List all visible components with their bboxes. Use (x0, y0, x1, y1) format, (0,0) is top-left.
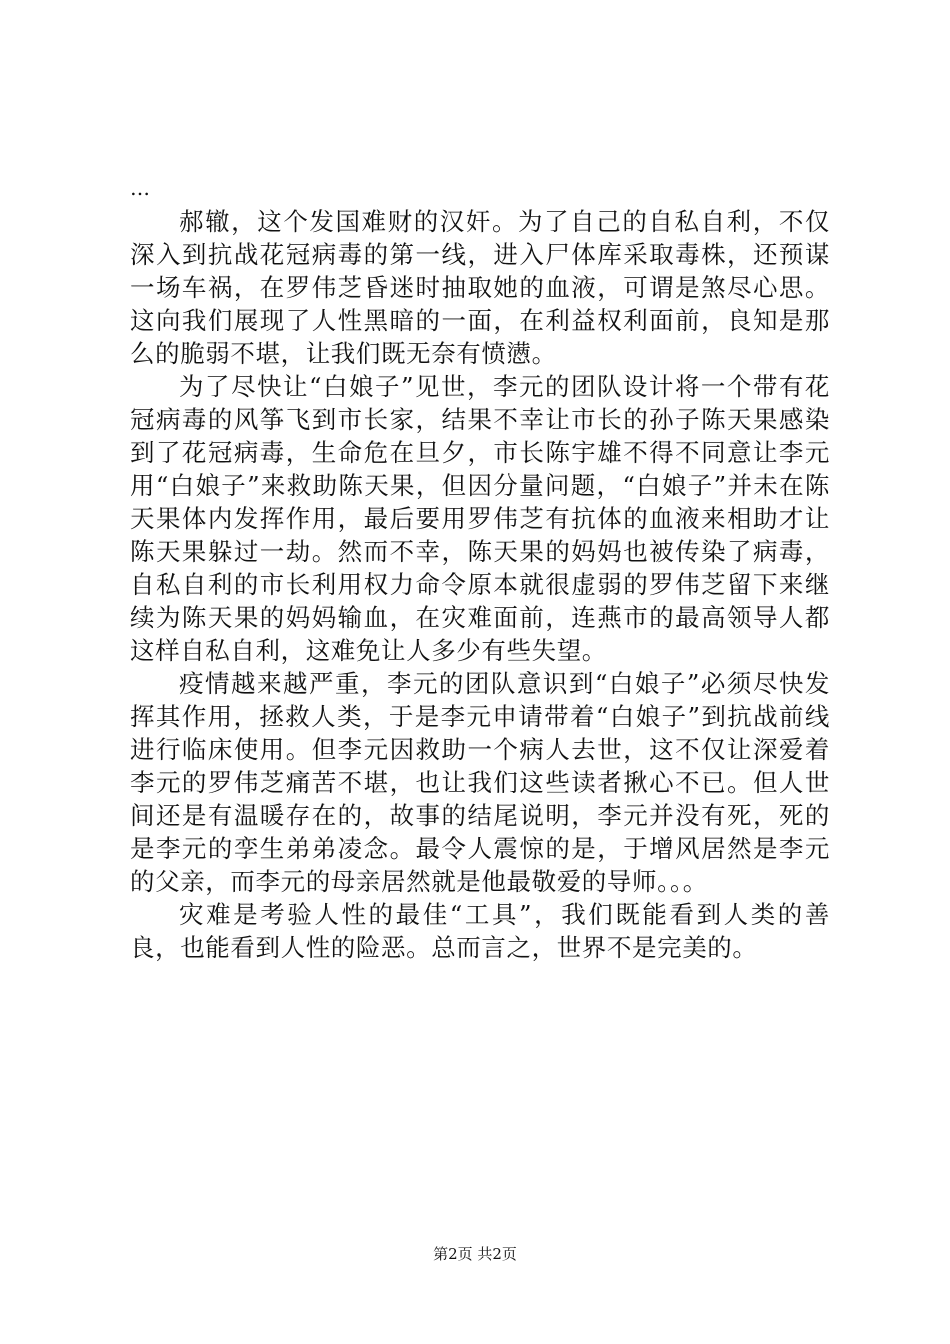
paragraph-1: 郝辙，这个发国难财的汉奸。为了自己的自私自利，不仅深入到抗战花冠病毒的第一线，进入尸体库采取毒株，还预谋一场车祸，在罗伟芝昏迷时抽取她的血液，可谓是煞尽心思。这向我们展现了人性黑暗的一面，在利益权利面前，良知是那么的脆弱不堪，让我们既无奈有愤懑。 (130, 207, 830, 368)
ellipsis-marker: … (130, 176, 151, 200)
paragraph-2: 为了尽快让“白娘子”见世，李元的团队设计将一个带有花冠病毒的风筝飞到市长家，结果不幸让市长的孙子陈天果感染到了花冠病毒，生命危在旦夕，市长陈宇雄不得不同意让李元用“白娘子”来救助陈天果，但因分量问题，“白娘子”并未在陈天果体内发挥作用，最后要用罗伟芝有抗体的血液来相助才让陈天果躲过一劫。然而不幸，陈天果的妈妈也被传染了病毒，自私自利的市长利用权力命令原本就很虚弱的罗伟芝留下来继续为陈天果的妈妈输血，在灾难面前，连燕市的最高领导人都这样自私自利，这难免让人多少有些失望。 (130, 372, 830, 665)
paragraph-3: 疫情越来越严重，李元的团队意识到“白娘子”必须尽快发挥其作用，拯救人类，于是李元申请带着“白娘子”到抗战前线进行临床使用。但李元因救助一个病人去世，这不仅让深爱着李元的罗伟芝痛苦不堪，也让我们这些读者揪心不已。但人世间还是有温暖存在的，故事的结尾说明，李元并没有死，死的是李元的孪生弟弟凌念。最令人震惊的是，于增风居然是李元的父亲，而李元的母亲居然就是他最敬爱的导师。。。 (130, 669, 830, 896)
paragraph-4: 灾难是考验人性的最佳“工具”，我们既能看到人类的善良，也能看到人性的险恶。总而言之，世界不是完美的。 (130, 900, 830, 962)
page-number-footer: 第2页 共2页 (433, 1245, 517, 1263)
document-body (130, 172, 830, 964)
